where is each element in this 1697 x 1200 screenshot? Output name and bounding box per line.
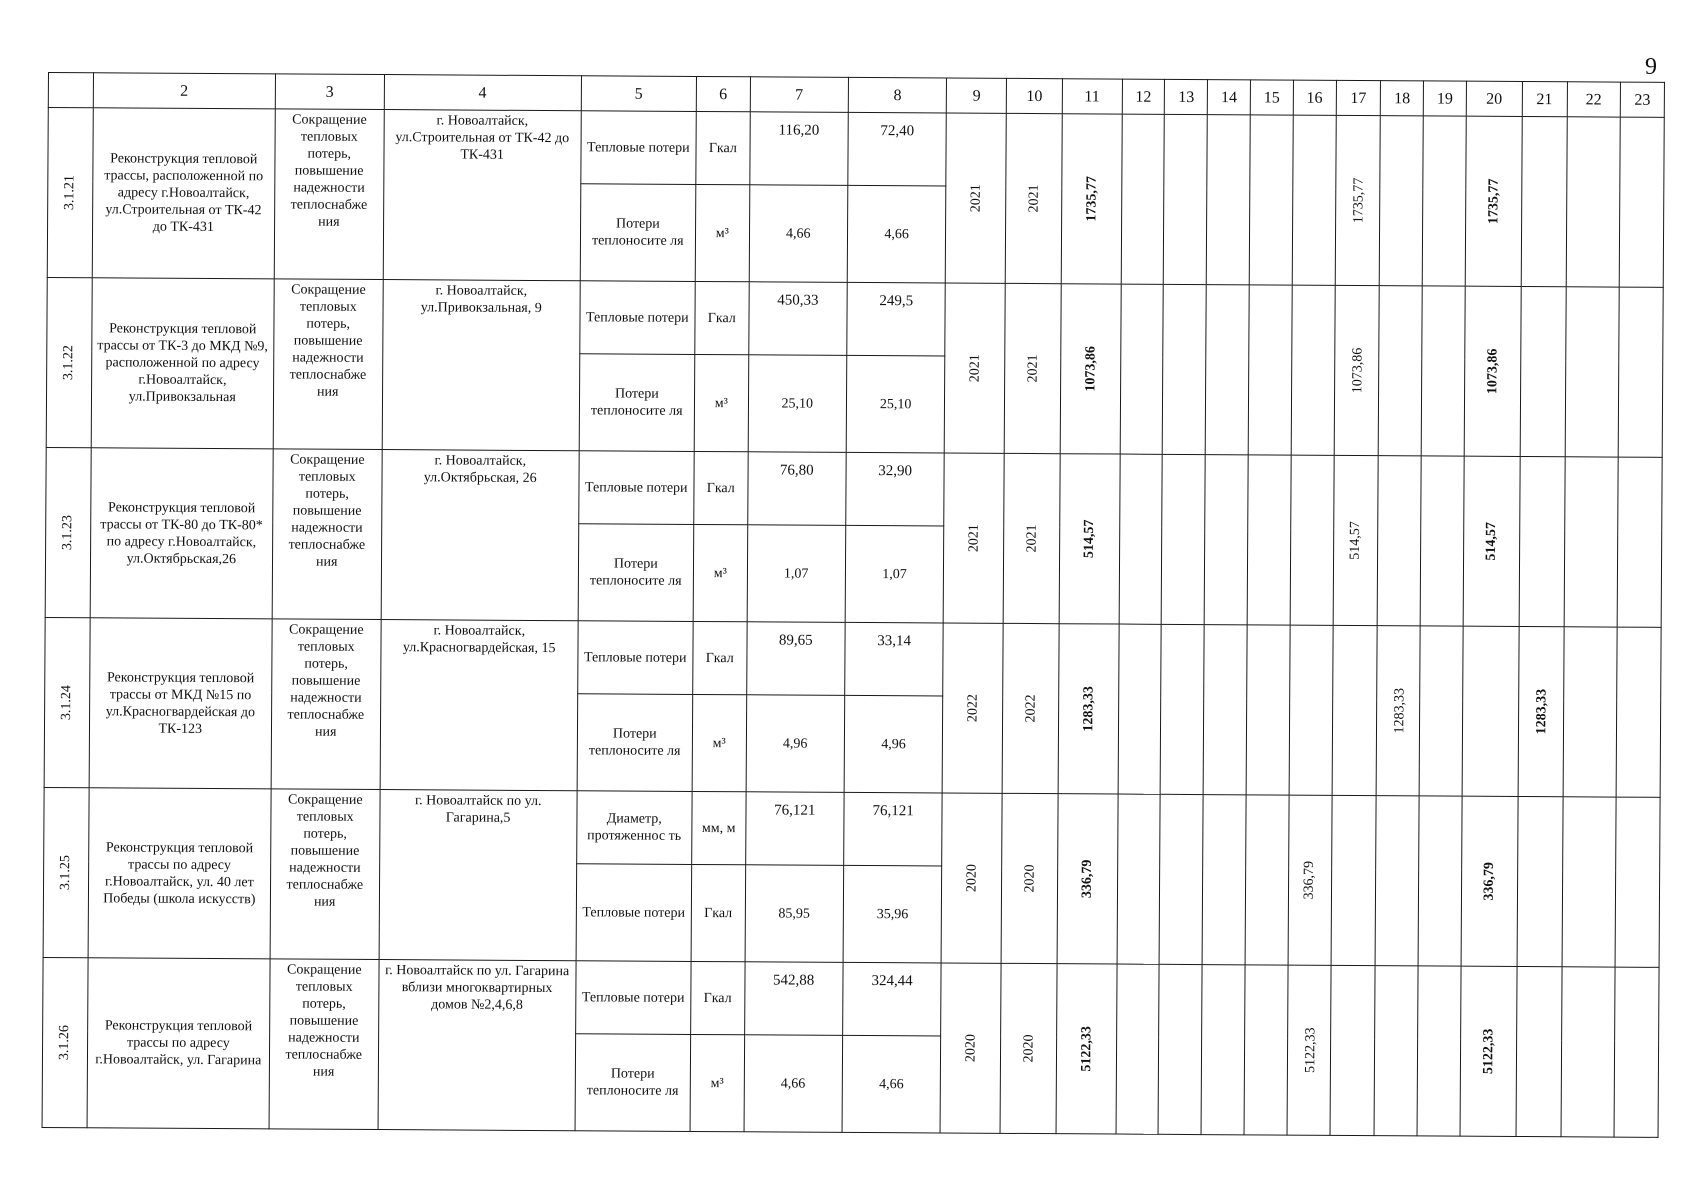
total-cost (1056, 964, 1117, 1134)
project-name: Реконструкция тепловой трассы, расположенной по адресу г.Новоалтайск, ул.Строительная от ТК-42 до ТК-431 (92, 108, 275, 279)
empty-cell (1421, 286, 1465, 456)
indicator-value-after: 1,07 (845, 525, 944, 623)
total-cost-text: 1073,86 (1082, 346, 1099, 392)
empty-cell (1116, 964, 1160, 1134)
end-year (1001, 793, 1058, 963)
column-header: 15 (1250, 80, 1293, 115)
empty-cell (1563, 627, 1618, 797)
row-id-text: 3.1.21 (62, 175, 78, 211)
project-purpose: Сокращение тепловых потерь, повышение надежности теплоснабже ния (271, 619, 381, 790)
project-name: Реконструкция тепловой трассы по адресу г.Новоалтайск, ул. Гагарина (87, 958, 270, 1129)
indicator-value-before: 89,65 (746, 622, 845, 696)
empty-cell (1565, 287, 1620, 457)
column-header: 19 (1423, 81, 1466, 116)
empty-cell (1417, 966, 1461, 1136)
cost-2022 (1376, 796, 1420, 966)
column-header: 2 (93, 73, 275, 109)
indicator-value-before: 4,66 (744, 1035, 843, 1133)
column-header: 21 (1522, 82, 1567, 117)
empty-cell (1617, 457, 1662, 627)
empty-cell (1120, 284, 1164, 454)
page-number: 9 (1645, 54, 1657, 80)
empty-cell (1119, 454, 1163, 624)
start-year-text: 2022 (965, 694, 981, 723)
indicator-unit: Гкал (691, 961, 745, 1034)
empty-cell (1619, 117, 1664, 287)
cost-2022-text: 1283,33 (1392, 687, 1408, 734)
empty-cell (1205, 285, 1249, 455)
column-header: 6 (696, 76, 750, 111)
column-header: 5 (581, 76, 697, 112)
cost-total-col20 (1463, 456, 1520, 626)
empty-cell (1161, 624, 1205, 794)
row-id-text: 3.1.24 (59, 685, 75, 721)
empty-cell (1249, 115, 1293, 285)
indicator-value-after: 249,5 (847, 282, 946, 356)
column-header: 11 (1062, 79, 1122, 114)
table-row (47, 277, 1663, 360)
project-address: г. Новоалтайск, ул.Красногвардейская, 15 (380, 620, 578, 791)
column-header: 4 (384, 75, 581, 111)
empty-cell (1117, 794, 1161, 964)
indicator-unit: м³ (694, 354, 748, 451)
project-name: Реконструкция тепловой трассы от ТК-80 до ТК-80* по адресу г.Новоалтайск, ул.Октябрьская,26 (90, 448, 273, 619)
end-year (1003, 453, 1060, 623)
total-cost-text: 5122,33 (1078, 1026, 1094, 1072)
cost-2021 (1332, 625, 1378, 795)
indicator-unit: Гкал (693, 621, 747, 694)
indicator-label: Потери теплоносите ля (579, 354, 695, 452)
empty-cell (1202, 795, 1246, 965)
empty-cell (1566, 117, 1621, 287)
project-name: Реконструкция тепловой трассы от МКД №15 по ул.Красногвардейская до ТК-123 (89, 618, 272, 789)
empty-cell (1561, 967, 1616, 1137)
cost-2021 (1333, 455, 1379, 625)
table-row (48, 108, 1664, 191)
empty-cell (1248, 285, 1292, 455)
row-id (47, 108, 93, 278)
table-row (44, 787, 1660, 870)
column-header: 17 (1336, 80, 1381, 115)
cost-total-col20-text: 5122,33 (1480, 1028, 1496, 1075)
cost-2020 (1288, 795, 1332, 965)
cost-total-col20 (1464, 286, 1521, 456)
cost-2021-text: 1735,77 (1350, 177, 1367, 224)
cost-total-col21 (1519, 456, 1565, 626)
indicator-value-before: 76,121 (745, 792, 844, 866)
empty-cell (1246, 625, 1290, 795)
indicator-label: Диаметр, протяженнос ть (576, 791, 692, 865)
cost-total-col20-text: 514,57 (1483, 522, 1500, 561)
row-id (46, 277, 92, 447)
total-cost (1061, 114, 1122, 284)
indicator-value-before: 25,10 (748, 355, 847, 453)
investment-table-sheet (42, 72, 1665, 1138)
project-name: Реконструкция тепловой трассы по адресу г.Новоалтайск, ул. 40 лет Победы (школа искусств) (88, 788, 271, 959)
cost-total-col20 (1465, 116, 1522, 286)
empty-cell (1419, 626, 1463, 796)
cost-2020 (1290, 455, 1334, 625)
project-name: Реконструкция тепловой трассы от ТК-3 до МКД №9, расположенной по адресу г.Новоалтайск, ул.Привокзальная (91, 278, 274, 449)
indicator-value-after: 72,40 (848, 112, 947, 186)
column-header: 9 (947, 78, 1007, 113)
cost-2022 (1374, 966, 1418, 1136)
indicator-label: Потери теплоносите ля (578, 524, 694, 622)
start-year (945, 283, 1006, 453)
column-header: 18 (1381, 81, 1424, 116)
indicator-value-before: 542,88 (744, 962, 843, 1036)
empty-cell (1615, 797, 1660, 967)
table-row (46, 447, 1662, 530)
row-id (42, 957, 88, 1127)
table-body (42, 73, 1664, 1138)
column-header: 16 (1293, 80, 1336, 115)
column-header: 23 (1620, 82, 1664, 117)
start-year (946, 113, 1007, 283)
start-year-text: 2020 (964, 864, 980, 893)
cost-2021 (1334, 285, 1380, 455)
indicator-unit: м³ (695, 184, 749, 281)
total-cost-text: 1283,33 (1080, 686, 1097, 732)
cost-2021-text: 1073,86 (1349, 347, 1366, 394)
table-row (45, 617, 1661, 700)
end-year-text: 2021 (1026, 184, 1042, 213)
cost-2020 (1291, 285, 1335, 455)
empty-cell (1203, 625, 1247, 795)
table-row (43, 957, 1659, 1040)
end-year (1005, 113, 1062, 283)
indicator-value-after: 76,121 (844, 792, 943, 866)
indicator-value-after: 25,10 (846, 355, 945, 453)
project-purpose: Сокращение тепловых потерь, повышение надежности теплоснабже ния (273, 279, 383, 450)
row-id (44, 617, 90, 787)
project-address: г. Новоалтайск, ул.Октябрьская, 26 (381, 450, 579, 621)
start-year-text: 2021 (967, 354, 983, 383)
empty-cell (1245, 795, 1289, 965)
cost-total-col20-text: 1073,86 (1484, 348, 1501, 395)
indicator-value-before: 4,96 (746, 695, 845, 793)
total-cost-text: 1735,77 (1083, 176, 1100, 222)
indicator-unit: Гкал (695, 281, 749, 354)
cost-total-col21-text: 1283,33 (1533, 688, 1550, 735)
project-address: г. Новоалтайск, ул.Привокзальная, 9 (382, 280, 580, 451)
project-address: г. Новоалтайск, ул.Строительная от ТК-42 до ТК-431 (383, 110, 581, 281)
cost-total-col21 (1520, 287, 1566, 457)
cost-2020 (1289, 625, 1333, 795)
indicator-unit: м³ (692, 694, 746, 791)
column-header: 7 (750, 77, 849, 113)
indicator-label: Тепловые потери (579, 281, 695, 355)
end-year (1002, 623, 1059, 793)
column-header: 8 (848, 77, 947, 113)
empty-cell (1204, 455, 1248, 625)
indicator-label: Потери теплоносите ля (575, 1034, 691, 1132)
indicator-value-before: 116,20 (749, 112, 848, 186)
row-id (45, 447, 91, 617)
cost-2020 (1292, 115, 1336, 285)
cost-total-col21 (1516, 966, 1562, 1136)
row-id-text: 3.1.25 (58, 855, 74, 891)
cost-total-col20-text: 336,79 (1481, 862, 1497, 901)
cost-total-col21 (1518, 626, 1564, 796)
start-year (941, 793, 1002, 963)
column-header: 13 (1165, 79, 1208, 114)
indicator-value-after: 4,66 (847, 185, 946, 283)
cost-2022 (1379, 286, 1423, 456)
row-id-text: 3.1.23 (60, 515, 76, 551)
empty-cell (1121, 114, 1165, 284)
cost-2022 (1377, 626, 1421, 796)
start-year-text: 2021 (968, 184, 984, 213)
total-cost (1060, 284, 1121, 454)
empty-cell (1162, 454, 1206, 624)
indicator-label: Тепловые потери (576, 864, 692, 962)
indicator-value-before: 450,33 (748, 282, 847, 356)
column-header: 14 (1208, 80, 1251, 115)
cost-2020-text: 336,79 (1302, 860, 1318, 900)
cost-2020 (1287, 965, 1331, 1135)
indicator-unit: Гкал (694, 451, 748, 524)
cost-total-col20 (1462, 626, 1519, 796)
indicator-value-before: 85,95 (745, 865, 844, 963)
indicator-label: Потери теплоносите ля (580, 184, 696, 282)
empty-cell (1164, 114, 1208, 284)
cost-2022 (1380, 116, 1424, 286)
cost-total-col20-text: 1735,77 (1485, 178, 1502, 225)
indicator-value-after: 32,90 (846, 452, 945, 526)
row-id-text: 3.1.26 (57, 1025, 73, 1061)
indicator-value-before: 4,66 (749, 185, 848, 283)
empty-cell (1201, 965, 1245, 1135)
indicator-unit: Гкал (696, 111, 750, 184)
start-year-text: 2021 (966, 524, 982, 553)
start-year-text: 2020 (963, 1034, 979, 1063)
empty-cell (1160, 794, 1204, 964)
indicator-label: Тепловые потери (580, 111, 696, 185)
column-header: 3 (275, 74, 384, 110)
indicator-value-after: 33,14 (845, 622, 944, 696)
cost-total-col20 (1460, 966, 1517, 1136)
start-year (940, 963, 1001, 1133)
cost-2021 (1330, 965, 1376, 1135)
empty-cell (1614, 967, 1659, 1137)
indicator-unit: м³ (690, 1034, 744, 1131)
project-purpose: Сокращение тепловых потерь, повышение надежности теплоснабже ния (269, 959, 379, 1130)
cost-2021-text: 514,57 (1348, 521, 1364, 560)
cost-2020-text: 5122,33 (1302, 1027, 1319, 1074)
total-cost-text: 514,57 (1081, 519, 1098, 559)
total-cost (1058, 624, 1119, 794)
indicator-value-after: 4,66 (842, 1035, 941, 1133)
cost-2021 (1331, 795, 1377, 965)
end-year-text: 2021 (1025, 354, 1041, 383)
cost-2021 (1335, 115, 1381, 285)
empty-cell (1247, 455, 1291, 625)
empty-cell (1564, 457, 1619, 627)
indicator-value-after: 4,96 (844, 695, 943, 793)
end-year-text: 2020 (1020, 1034, 1037, 1063)
column-header: 12 (1122, 79, 1165, 114)
cost-total-col21 (1517, 796, 1563, 966)
end-year-text: 2021 (1024, 524, 1040, 553)
end-year (1004, 283, 1061, 453)
column-header: 22 (1567, 82, 1621, 117)
empty-cell (1422, 116, 1466, 286)
empty-cell (1562, 797, 1617, 967)
column-header (48, 73, 93, 108)
cost-total-col21 (1521, 117, 1567, 287)
total-cost-text: 336,79 (1079, 859, 1095, 899)
total-cost (1057, 794, 1118, 964)
empty-cell (1244, 965, 1288, 1135)
indicator-unit: м³ (693, 524, 747, 621)
indicator-value-after: 35,96 (843, 865, 942, 963)
indicator-label: Тепловые потери (577, 621, 693, 695)
indicator-unit: мм, м (692, 791, 746, 864)
empty-cell (1618, 287, 1663, 457)
indicator-value-after: 324,44 (843, 962, 942, 1036)
investment-table (42, 72, 1665, 1138)
row-id-text: 3.1.22 (61, 345, 77, 381)
empty-cell (1418, 796, 1462, 966)
indicator-label: Тепловые потери (575, 961, 691, 1035)
indicator-unit: Гкал (691, 864, 745, 961)
project-address: г. Новоалтайск по ул. Гагарина вблизи многоквартирных домов №2,4,6,8 (378, 960, 576, 1131)
project-purpose: Сокращение тепловых потерь, повышение надежности теплоснабже ния (274, 109, 384, 280)
start-year (943, 453, 1004, 623)
project-purpose: Сокращение тепловых потерь, повышение надежности теплоснабже ния (270, 789, 380, 960)
indicator-value-before: 1,07 (747, 525, 846, 623)
empty-cell (1616, 627, 1661, 797)
project-purpose: Сокращение тепловых потерь, повышение надежности теплоснабже ния (272, 449, 382, 620)
end-year-text: 2020 (1022, 864, 1038, 893)
indicator-label: Потери теплоносите ля (577, 694, 693, 792)
row-id (43, 787, 89, 957)
empty-cell (1118, 624, 1162, 794)
empty-cell (1206, 115, 1250, 285)
project-address: г. Новоалтайск по ул. Гагарина,5 (379, 790, 577, 961)
start-year (942, 623, 1003, 793)
indicator-value-before: 76,80 (747, 452, 846, 526)
empty-cell (1163, 284, 1207, 454)
empty-cell (1159, 964, 1203, 1134)
column-header: 10 (1006, 78, 1062, 113)
cost-total-col20 (1461, 796, 1518, 966)
end-year (1000, 963, 1057, 1133)
empty-cell (1420, 456, 1464, 626)
indicator-label: Тепловые потери (578, 451, 694, 525)
end-year-text: 2022 (1023, 694, 1039, 723)
total-cost (1059, 454, 1120, 624)
cost-2022 (1378, 456, 1422, 626)
column-header: 20 (1466, 81, 1522, 116)
